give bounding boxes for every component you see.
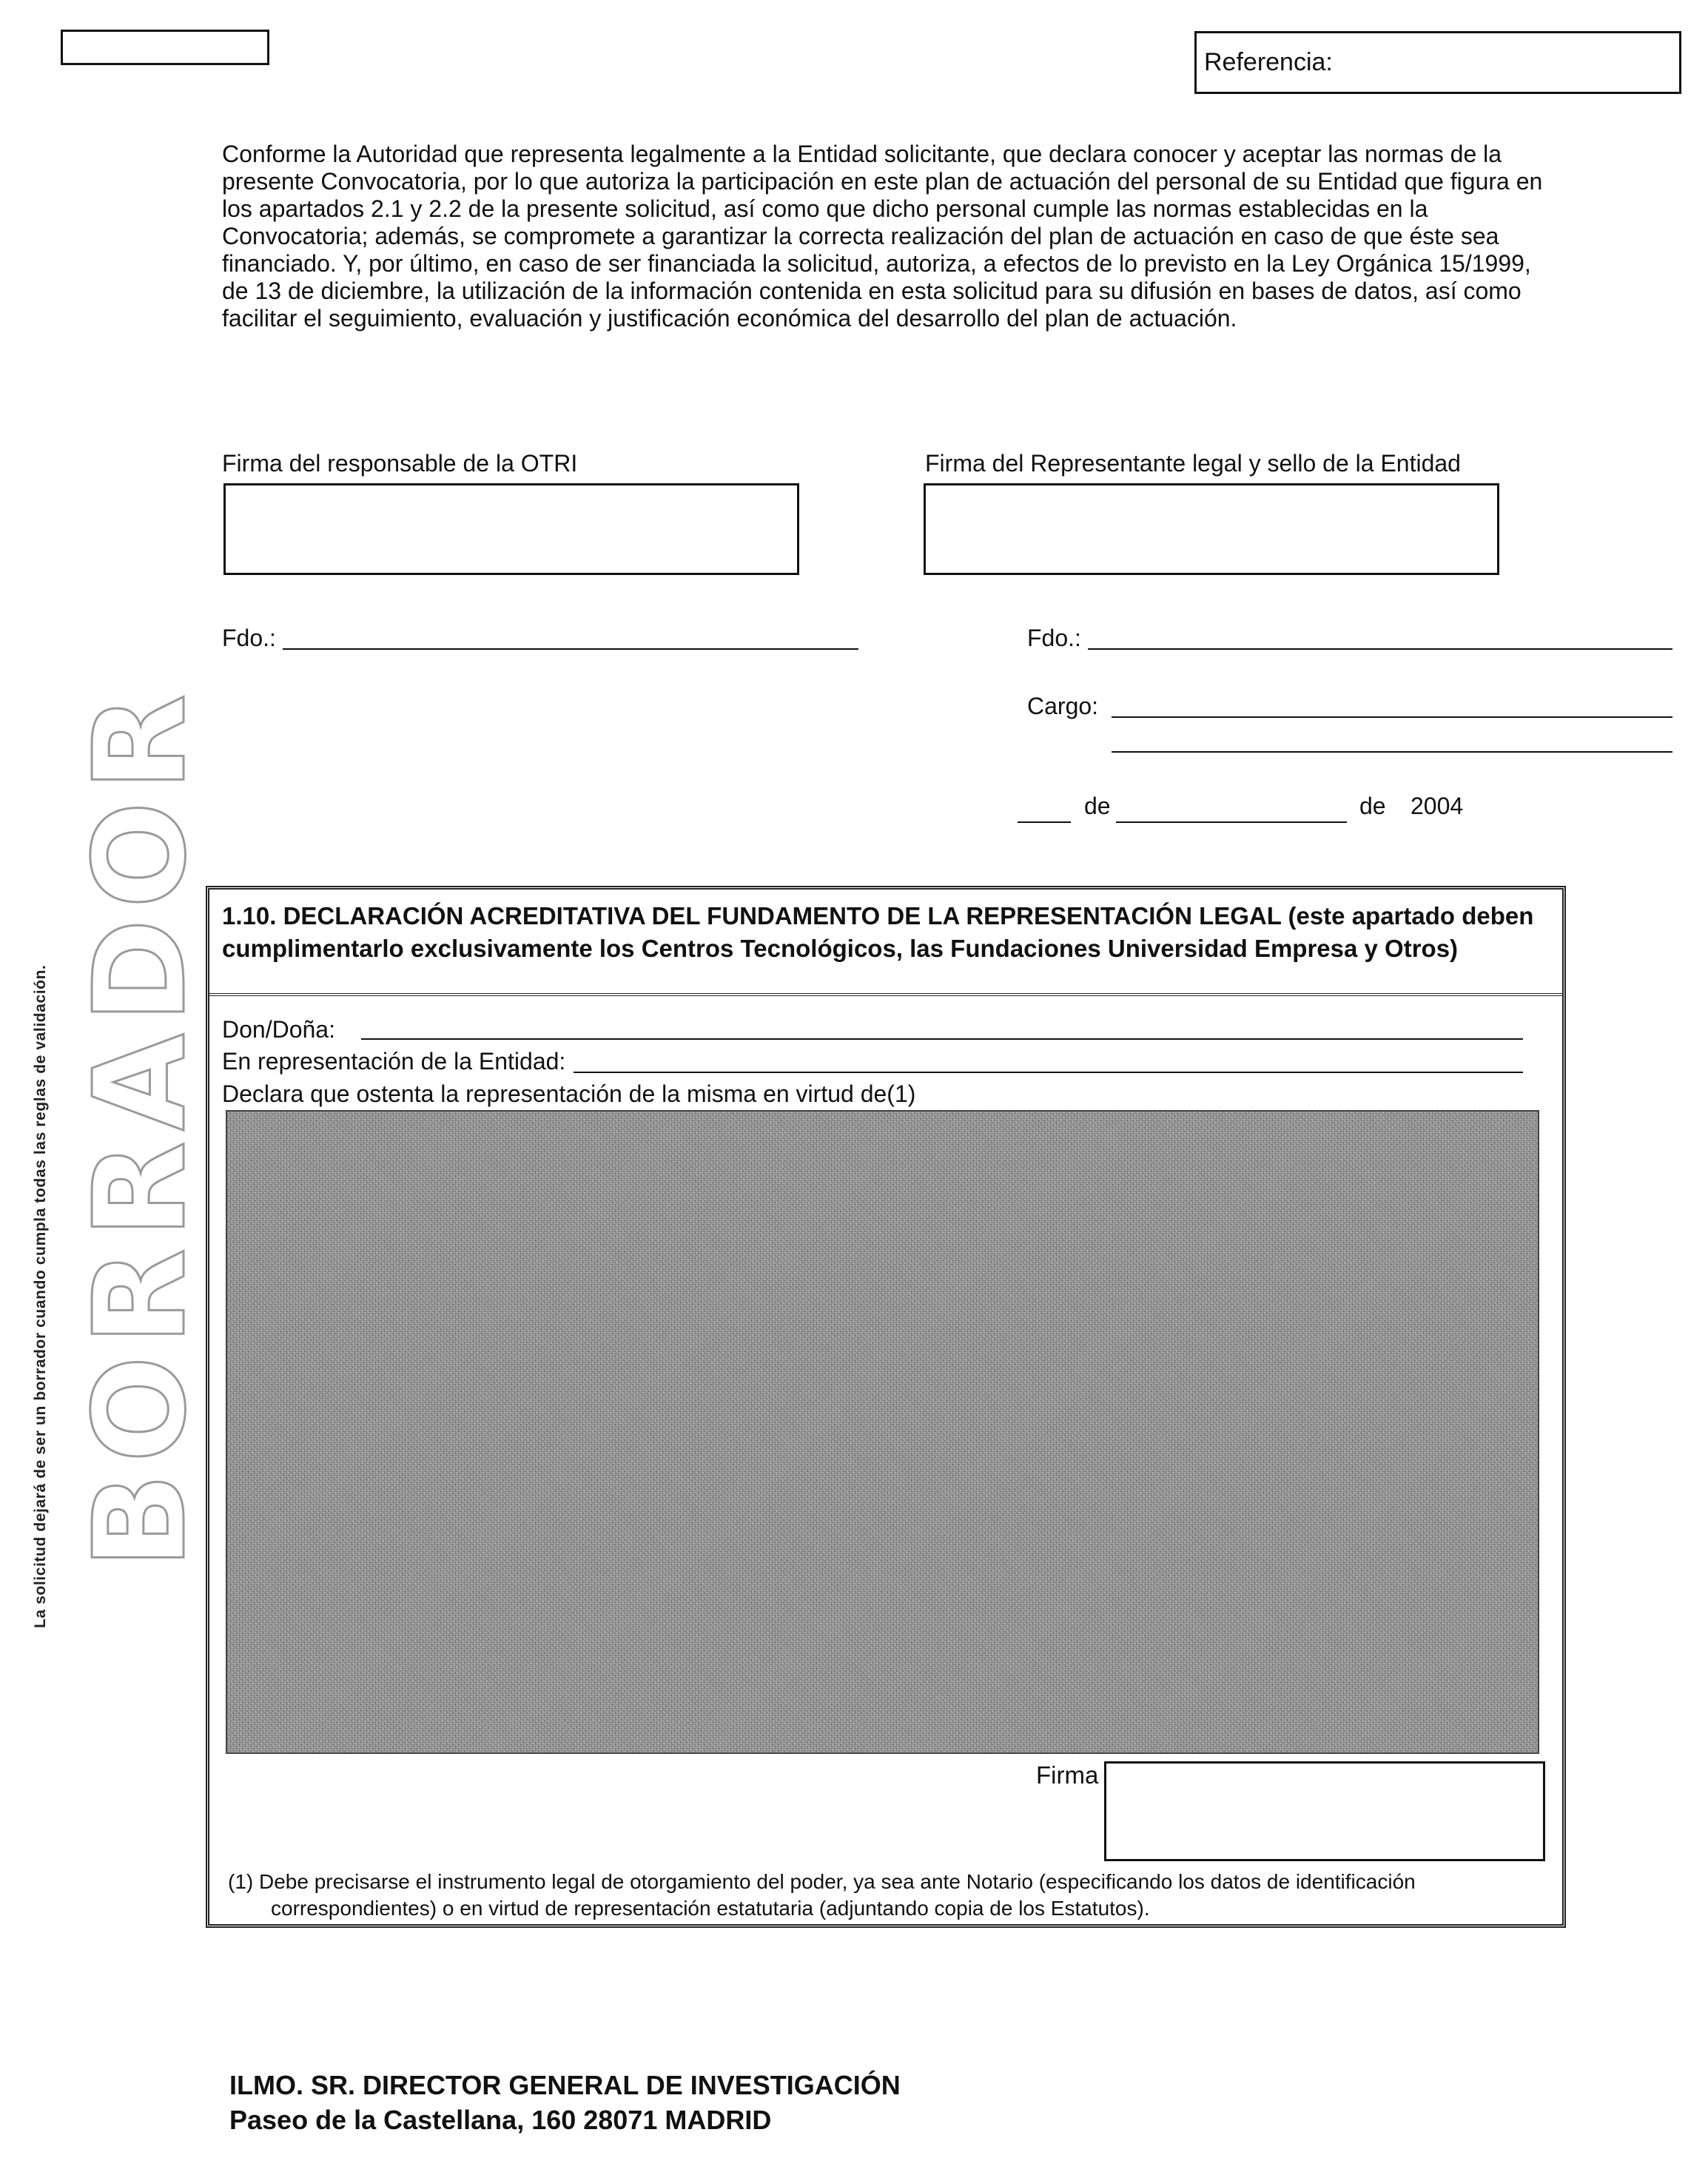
date-de-label-2: de xyxy=(1359,793,1386,819)
rep-signature-label: Firma del Representante legal y sello de la Entidad xyxy=(925,450,1461,477)
rep-fdo-label: Fdo.: xyxy=(1027,625,1081,651)
section-title-divider xyxy=(209,993,1563,996)
firma-label: Firma xyxy=(1036,1761,1099,1789)
cargo-field[interactable] xyxy=(1112,716,1672,718)
recipient-address xyxy=(229,2068,901,2137)
declaration-paragraph xyxy=(222,141,1554,332)
date-year: 2004 xyxy=(1411,793,1464,819)
cargo-field-continued[interactable] xyxy=(1112,751,1672,753)
date-month-field[interactable] xyxy=(1116,821,1347,823)
blank-corner-box xyxy=(61,30,269,65)
date-day-field[interactable] xyxy=(1018,821,1071,823)
date-de-label: de xyxy=(1084,793,1111,819)
otri-signature-label: Firma del responsable de la OTRI xyxy=(222,450,578,477)
footnote-line-2: correspondientes) o en virtud de representación estatutaria (adjuntando copia de los Estatutos). xyxy=(271,1897,1150,1920)
rep-fdo-field[interactable] xyxy=(1088,648,1672,650)
section-110-title xyxy=(222,900,1547,965)
otri-fdo-label: Fdo.: xyxy=(222,625,276,651)
don-dona-field[interactable] xyxy=(361,1038,1523,1040)
representation-textarea[interactable] xyxy=(226,1110,1539,1754)
rep-signature-box[interactable] xyxy=(924,483,1499,575)
address-line-1: ILMO. SR. DIRECTOR GENERAL DE INVESTIGACIÓN xyxy=(229,2070,901,2100)
virtud-label: Declara que ostenta la representación de la misma en virtud de(1) xyxy=(222,1080,916,1107)
otri-signature-box[interactable] xyxy=(223,483,799,575)
don-dona-label: Don/Doña: xyxy=(222,1016,335,1043)
firma-box[interactable] xyxy=(1104,1761,1545,1861)
entity-label: En representación de la Entidad: xyxy=(222,1048,566,1075)
footnote-line-1: (1) Debe precisarse el instrumento legal de otorgamiento del poder, ya sea ante Notario (especificando los datos de identificación xyxy=(228,1870,1416,1893)
address-line-2: Paseo de la Castellana, 160 28071 MADRID xyxy=(229,2105,772,2135)
watermark-note: La solicitud dejará de ser un borrador cuando cumpla todas las reglas de validación. xyxy=(32,964,49,1628)
otri-fdo-field[interactable] xyxy=(283,648,858,650)
entity-field[interactable] xyxy=(574,1072,1523,1073)
borrador-watermark: BORRADOR xyxy=(67,684,214,1569)
declaration-text: Conforme la Autoridad que representa legalmente a la Entidad solicitante, que declara conocer y aceptar las normas de la presente Convocatoria, por lo que autoriza la participación en este plan de actuación del personal de su Entidad que figura en los apartados 2.1 y 2.2 de la presente solicitud, así como que dicho personal cumple las normas establecidas en la Convocatoria; además, se compromete a garantizar la correcta realización del plan de actuación en caso de que éste sea financiado. Y, por último, en caso de ser financiada la solicitud, autoriza, a efectos de lo previsto en la Ley Orgánica 15/1999, de 13 de diciembre, la utilización de la información contenida en esta solicitud para su difusión en bases de datos, así como facilitar el seguimiento, evaluación y justificación económica del desarrollo del plan de actuación. xyxy=(222,141,1543,332)
cargo-label: Cargo: xyxy=(1027,693,1099,719)
reference-field[interactable] xyxy=(1194,31,1681,94)
section-title-main: 1.10. DECLARACIÓN ACREDITATIVA DEL FUNDAMENTO DE LA REPRESENTACIÓN LEGAL xyxy=(222,902,1282,929)
footnote xyxy=(228,1869,1538,1922)
section-title-note: (este apartado deben cumplimentarlo exclusivamente los Centros Tecnológicos, las Fundaciones Universidad Empresa y Otros) xyxy=(222,902,1534,962)
reference-label: Referencia: xyxy=(1204,48,1333,76)
